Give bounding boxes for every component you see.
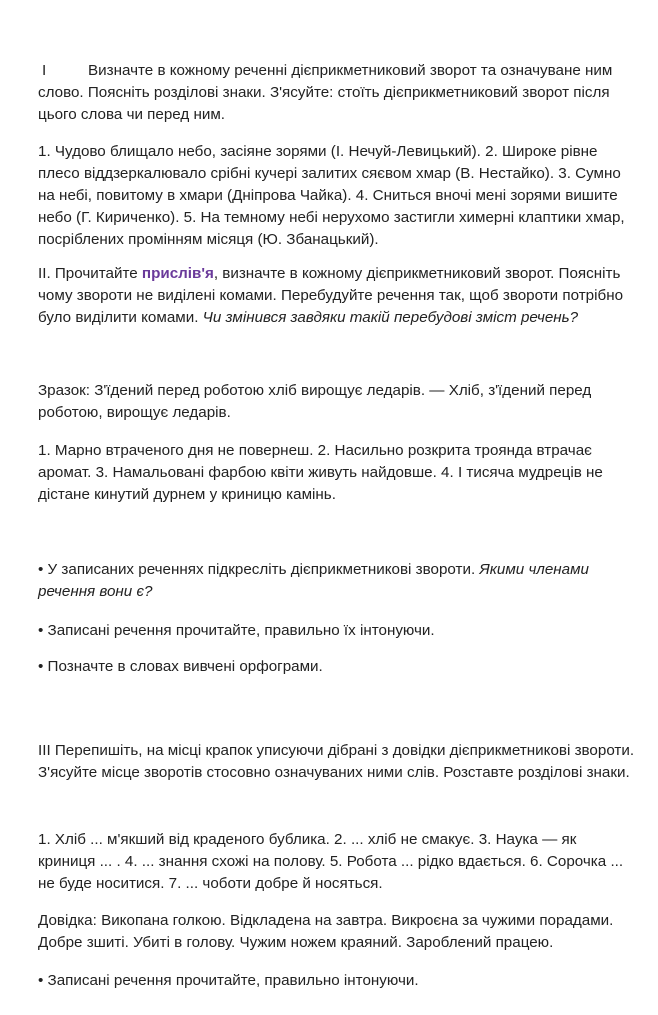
task3-reference bbox=[38, 910, 658, 954]
task1-line-1: I Визначте в кожному реченні дієприкметниковий зворот та означуване ним bbox=[38, 60, 658, 82]
task1-instructions bbox=[38, 60, 658, 126]
task1-sentence-line: 1. Чудово блищало небо, засіяне зорями (І. Нечуй-Левицький). 2. Широке рівне bbox=[38, 143, 598, 160]
task2-proverbs bbox=[38, 440, 658, 506]
task1-sentence-line: небо (Г. Кириченко). 5. На темному небі нерухомо застигли химерні клаптики хмар, bbox=[38, 209, 625, 226]
task3-line-1: ІІІ Перепишіть, на місці крапок уписуючи дібрані з довідки дієприкметникові звороти. bbox=[38, 742, 635, 759]
task3-sentence-line: 1. Хліб ... м'якший від краденого бублика. 2. ... хліб не смакує. 3. Наука — як bbox=[38, 831, 577, 848]
task1-sentence-line: на небі, повитому в хмари (Дніпрова Чайка). 4. Сниться вночі мені зорями вишите bbox=[38, 187, 618, 204]
task2-question: Чи змінився завдяки такій перебудові зміст речень? bbox=[202, 309, 579, 326]
task1-sentence-line: плесо віддзеркалювало срібні кучері залитих сяєвом хмар (В. Нестайко). 3. Сумно bbox=[38, 165, 621, 182]
sample-line: Зразок: З'їдений перед роботою хліб вирощує ледарів. — Хліб, з'їдений перед bbox=[38, 382, 592, 399]
task2-sample bbox=[38, 380, 658, 424]
task2-bullet-2: • Записані речення прочитайте, правильно їх інтонуючи. bbox=[38, 622, 435, 639]
task3-instructions bbox=[38, 740, 658, 784]
proverb-line: дістане кинутий дурнем у криницю камінь. bbox=[38, 486, 336, 503]
task3-sentence-line: не буде носитися. 7. ... чоботи добре й носяться. bbox=[38, 875, 383, 892]
task2-line-3: було виділити комами. Чи змінився завдяки такій перебудові зміст речень? bbox=[38, 309, 579, 326]
task2-instructions bbox=[38, 263, 658, 329]
task1-line-2: слово. Поясніть розділові знаки. З'ясуйте: стоїть дієприкметниковий зворот після bbox=[38, 84, 610, 101]
task2-line-2: чому звороти не виділені комами. Перебудуйте речення так, щоб звороти потрібно bbox=[38, 287, 624, 304]
task1-sentence-line: посріблених промінням місяця (Ю. Збанацький). bbox=[38, 231, 379, 248]
task1-roman: I bbox=[42, 62, 47, 79]
task3-sentence-line: криниця ... . 4. ... знання схожі на полову. 5. Робота ... рідко вдається. 6. Сорочка ... bbox=[38, 853, 624, 870]
proverb-line: аромат. 3. Намальовані фарбою квіти живуть найдовше. 4. І тисяча мудреців не bbox=[38, 464, 603, 481]
task2-bullet-1: • У записаних реченнях підкресліть дієприкметникові звороти. Якими членами речення вони є? bbox=[38, 561, 589, 600]
sample-line: роботою, вирощує ледарів. bbox=[38, 404, 231, 421]
task3-bullet: • Записані речення прочитайте, правильно інтонуючи. bbox=[38, 972, 419, 989]
task2-line-1: ІІ. Прочитайте прислів'я, визначте в кожному дієприкметниковий зворот. Поясніть bbox=[38, 265, 621, 282]
task2-bullet-3: • Позначте в словах вивчені орфограми. bbox=[38, 658, 323, 675]
task3-line-2: З'ясуйте місце зворотів стосовно означуваних ними слів. Розставте розділові знаки. bbox=[38, 764, 630, 781]
proverb-line: 1. Марно втраченого дня не повернеш. 2. Насильно розкрита троянда втрачає bbox=[38, 442, 592, 459]
task1-sentences bbox=[38, 141, 658, 251]
reference-line: Довідка: Викопана голкою. Відкладена на завтра. Викроєна за чужими порадами. bbox=[38, 912, 614, 929]
proverbs-link[interactable]: прислів'я bbox=[141, 265, 214, 282]
task1-line-3: цього слова чи перед ним. bbox=[38, 106, 226, 123]
task3-sentences bbox=[38, 829, 658, 895]
reference-line: Добре зшиті. Убиті в голову. Чужим ножем краяний. Зароблений працею. bbox=[38, 934, 554, 951]
